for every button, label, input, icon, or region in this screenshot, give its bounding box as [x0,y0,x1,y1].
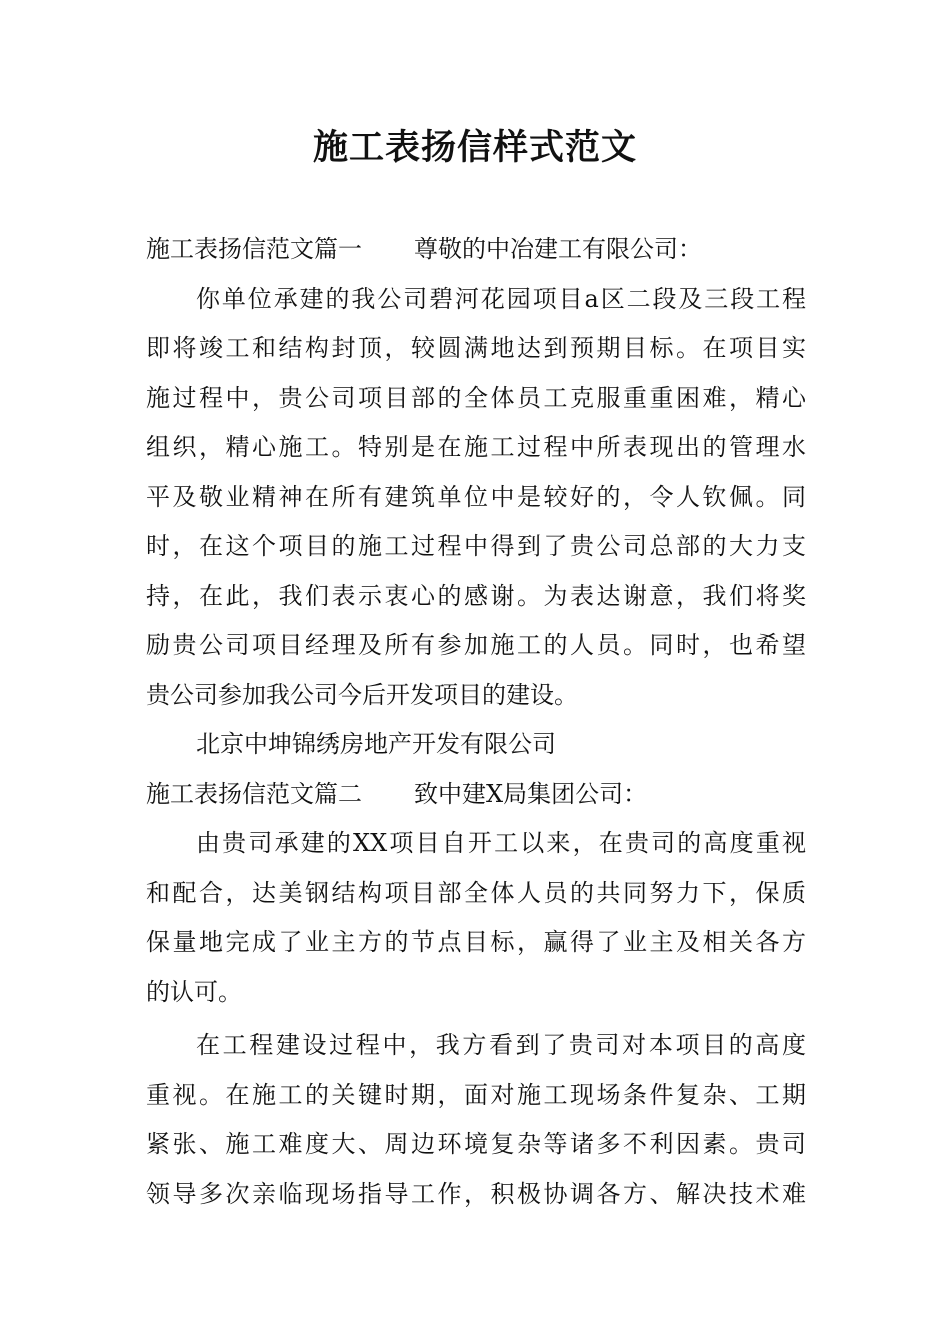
letter1-body-line: 你单位承建的我公司碧河花园项目a区二段及三段工程 [196,284,806,313]
letter2-para2-line: 重视。在施工的关键时期，面对施工现场条件复杂、工期 [146,1080,806,1109]
letter1-body-line: 组织，精心施工。特别是在施工过程中所表现出的管理水 [146,433,806,461]
document-title: 施工表扬信样式范文 [312,128,637,168]
letter1-body-line: 时，在这个项目的施工过程中得到了贵公司总部的大力支 [146,532,806,560]
letter2-salutation: 致中建X局集团公司： [414,779,648,808]
document-body [146,225,806,1219]
letter2-para1-line: 由贵司承建的XX项目自开工以来，在贵司的高度重视 [196,829,806,857]
letter2-heading-line [146,770,806,820]
letter1-body-line: 贵公司参加我公司今后开发项目的建设。 [146,680,578,709]
letter1-body-line: 励贵公司项目经理及所有参加施工的人员。同时，也希望 [146,631,806,659]
letter1-salutation: 尊敬的中冶建工有限公司： [414,235,702,263]
letter2-heading: 施工表扬信范文篇二 [146,779,362,808]
letter2-para1-line: 的认可。 [146,977,242,1006]
letter1-heading-line [146,225,806,275]
letter2-para2-line: 紧张、施工难度大、周边环境复杂等诸多不利因素。贵司 [146,1130,806,1158]
letter1-body-line: 平及敬业精神在所有建筑单位中是较好的，令人钦佩。同 [146,482,806,511]
letter1-heading: 施工表扬信范文篇一 [146,235,362,263]
letter2-para1-line: 和配合，达美钢结构项目部全体人员的共同努力下，保质 [146,878,806,907]
letter1-body-line: 施过程中，贵公司项目部的全体员工克服重重困难，精心 [146,383,806,412]
letter1-signature: 北京中坤锦绣房地产开发有限公司 [196,730,556,758]
letter2-para2-line: 领导多次亲临现场指导工作，积极协调各方、解决技术难 [146,1179,806,1208]
letter1-body-line: 即将竣工和结构封顶，较圆满地达到预期目标。在项目实 [146,334,806,362]
letter2-para1-line: 保量地完成了业主方的节点目标，赢得了业主及相关各方 [146,928,806,956]
letter1-body-line: 持，在此，我们表示衷心的感谢。为表达谢意，我们将奖 [146,581,806,610]
letter2-para2-line: 在工程建设过程中，我方看到了贵司对本项目的高度 [196,1031,806,1059]
